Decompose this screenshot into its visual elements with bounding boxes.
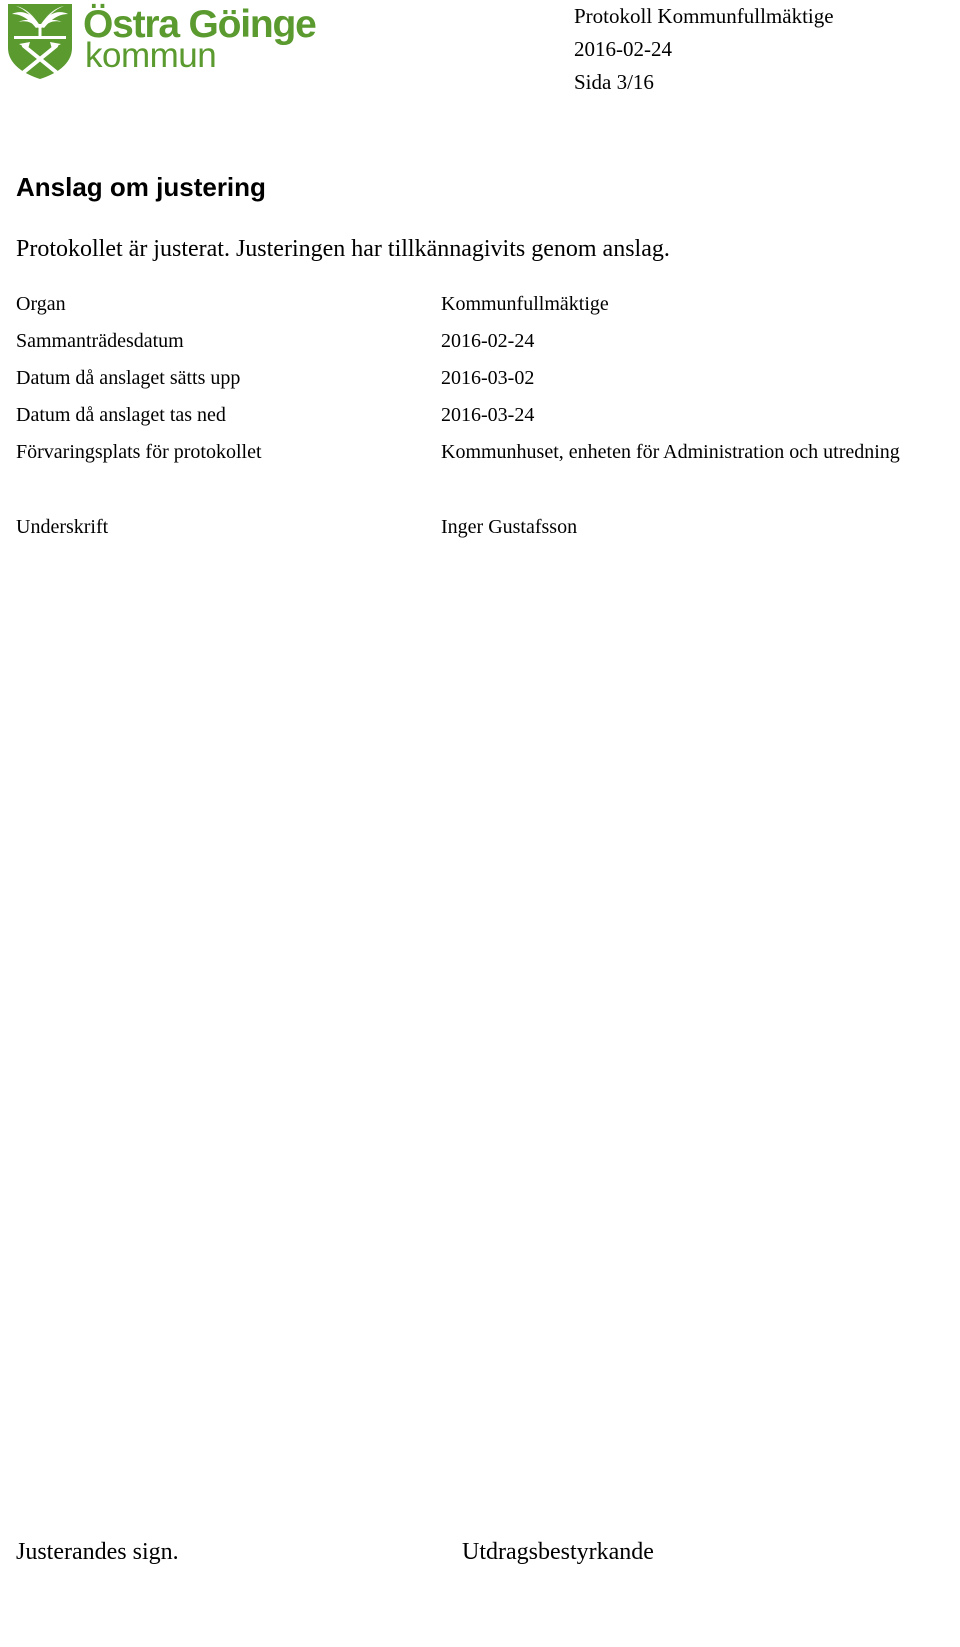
details-label: Datum då anslaget sätts upp bbox=[16, 367, 241, 389]
page-number: Sida 3/16 bbox=[574, 70, 654, 94]
details-row-organ bbox=[16, 286, 960, 323]
details-value: 2016-03-02 bbox=[441, 367, 535, 389]
signature-label: Underskrift bbox=[16, 516, 109, 538]
details-row-posting-date bbox=[16, 360, 960, 397]
details-label: Organ bbox=[16, 293, 66, 315]
details-label: Sammanträdesdatum bbox=[16, 330, 184, 352]
coat-of-arms-icon bbox=[6, 2, 74, 80]
details-value: Kommunhuset, enheten för Administration och utredning bbox=[441, 441, 900, 463]
details-row-storage-location bbox=[16, 434, 960, 471]
signature-name: Inger Gustafsson bbox=[441, 516, 578, 538]
header-meta bbox=[574, 0, 834, 99]
details-label: Förvaringsplats för protokollet bbox=[16, 441, 262, 463]
signature-row bbox=[16, 509, 960, 546]
page-footer bbox=[16, 1532, 960, 1572]
details-table bbox=[16, 286, 960, 471]
details-value: 2016-03-24 bbox=[441, 404, 535, 426]
details-label: Datum då anslaget tas ned bbox=[16, 404, 226, 426]
document-date: 2016-02-24 bbox=[574, 37, 672, 61]
section-title: Anslag om justering bbox=[16, 172, 266, 202]
footer-signature-label: Justerandes sign. bbox=[16, 1539, 179, 1565]
document-title: Protokoll Kommunfullmäktige bbox=[574, 4, 834, 28]
details-row-removal-date bbox=[16, 397, 960, 434]
municipality-logo bbox=[6, 2, 316, 82]
logo-name-line2: kommun bbox=[85, 36, 217, 75]
details-row-meeting-date bbox=[16, 323, 960, 360]
logo-name-line1: Östra Göinge bbox=[83, 3, 316, 46]
intro-text: Protokollet är justerat. Justeringen har tillkännagivits genom anslag. bbox=[16, 236, 670, 262]
footer-certification-label: Utdragsbestyrkande bbox=[462, 1539, 654, 1565]
details-value: Kommunfullmäktige bbox=[441, 293, 609, 315]
details-value: 2016-02-24 bbox=[441, 330, 535, 352]
